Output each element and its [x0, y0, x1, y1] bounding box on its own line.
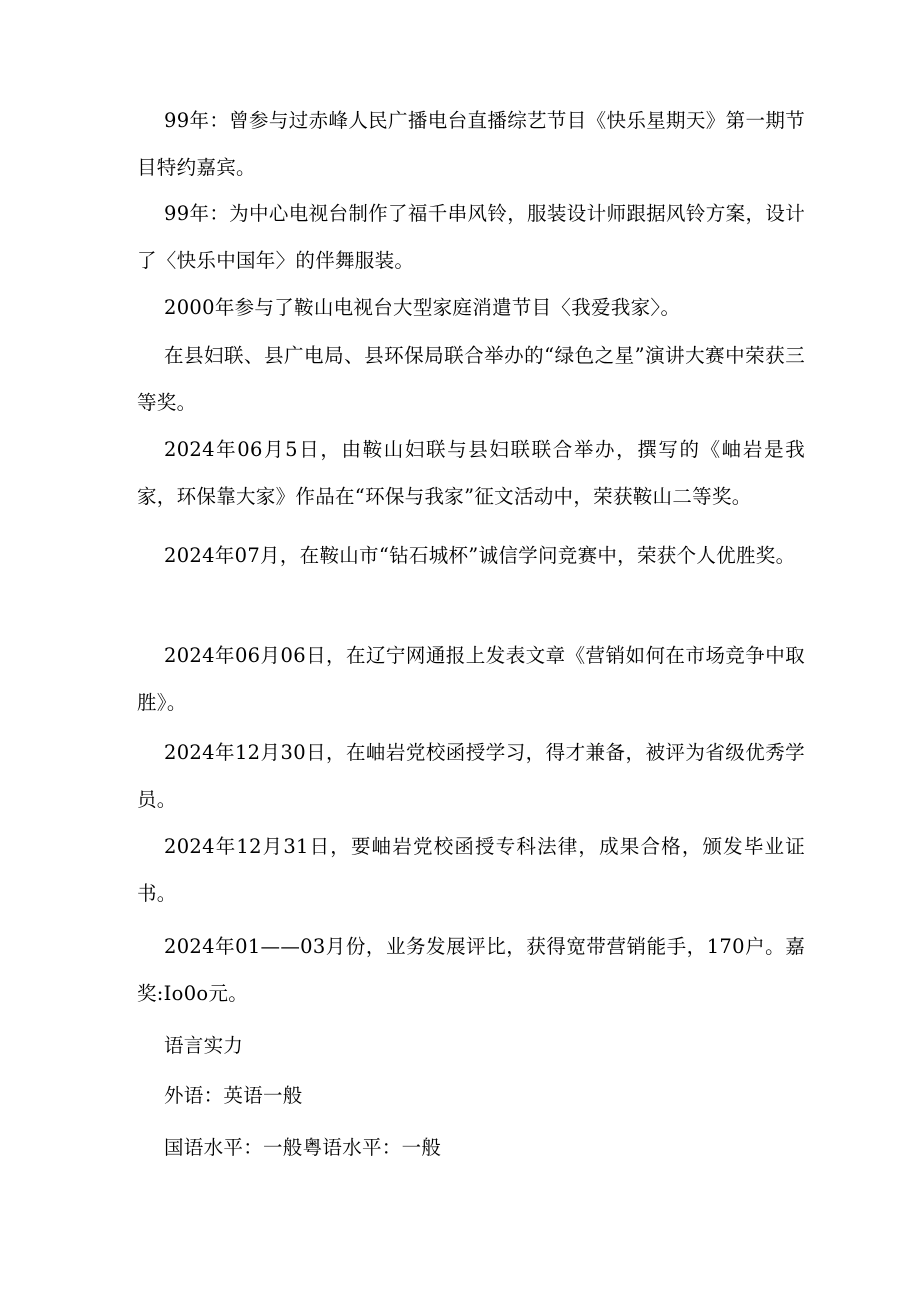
paragraph-7: 2024年06月06日，在辽宁网通报上发表文章《营销如何在市场竞争中取胜》。 — [137, 644, 805, 714]
paragraph-9: 2024年12月31日，要岫岩党校函授专科法律，成果合格，颁发毕业证书。 — [137, 835, 805, 905]
paragraph-10: 2024年01——03月份，业务发展评比，获得宽带营销能手，170户。嘉奖:Io0o元。 — [137, 935, 805, 1005]
paragraph-11: 语言实力 — [164, 1034, 244, 1057]
paragraph-8: 2024年12月30日，在岫岩党校函授学习，得才兼备，被评为省级优秀学员。 — [137, 741, 805, 811]
paragraph-2: 99年：为中心电视台制作了福千串风铃，服装设计师跟据风铃方案，设计了〈快乐中国年〉的伴舞服装。 — [137, 202, 805, 272]
paragraph-1: 99年：曾参与过赤峰人民广播电台直播综艺节目《快乐星期天》第一期节目特约嘉宾。 — [137, 109, 805, 179]
paragraph-5: 2024年06月5日，由鞍山妇联与县妇联联合举办，撰写的《岫岩是我家，环保靠大家》作品在“环保与我家”征文活动中，荣获鞍山二等奖。 — [137, 438, 805, 508]
paragraph-12: 外语：英语一般 — [164, 1084, 303, 1107]
paragraph-3: 2000年参与了鞍山电视台大型家庭消遣节目〈我爱我家〉。 — [164, 296, 681, 319]
paragraph-6: 2024年07月，在鞍山市“钻石城杯”诚信学问竞赛中，荣获个人优胜奖。 — [164, 544, 796, 567]
paragraph-4: 在县妇联、县广电局、县环保局联合举办的“绿色之星”演讲大赛中荣获三等奖。 — [137, 344, 805, 414]
paragraph-13: 国语水平：一般粤语水平：一般 — [164, 1136, 442, 1159]
